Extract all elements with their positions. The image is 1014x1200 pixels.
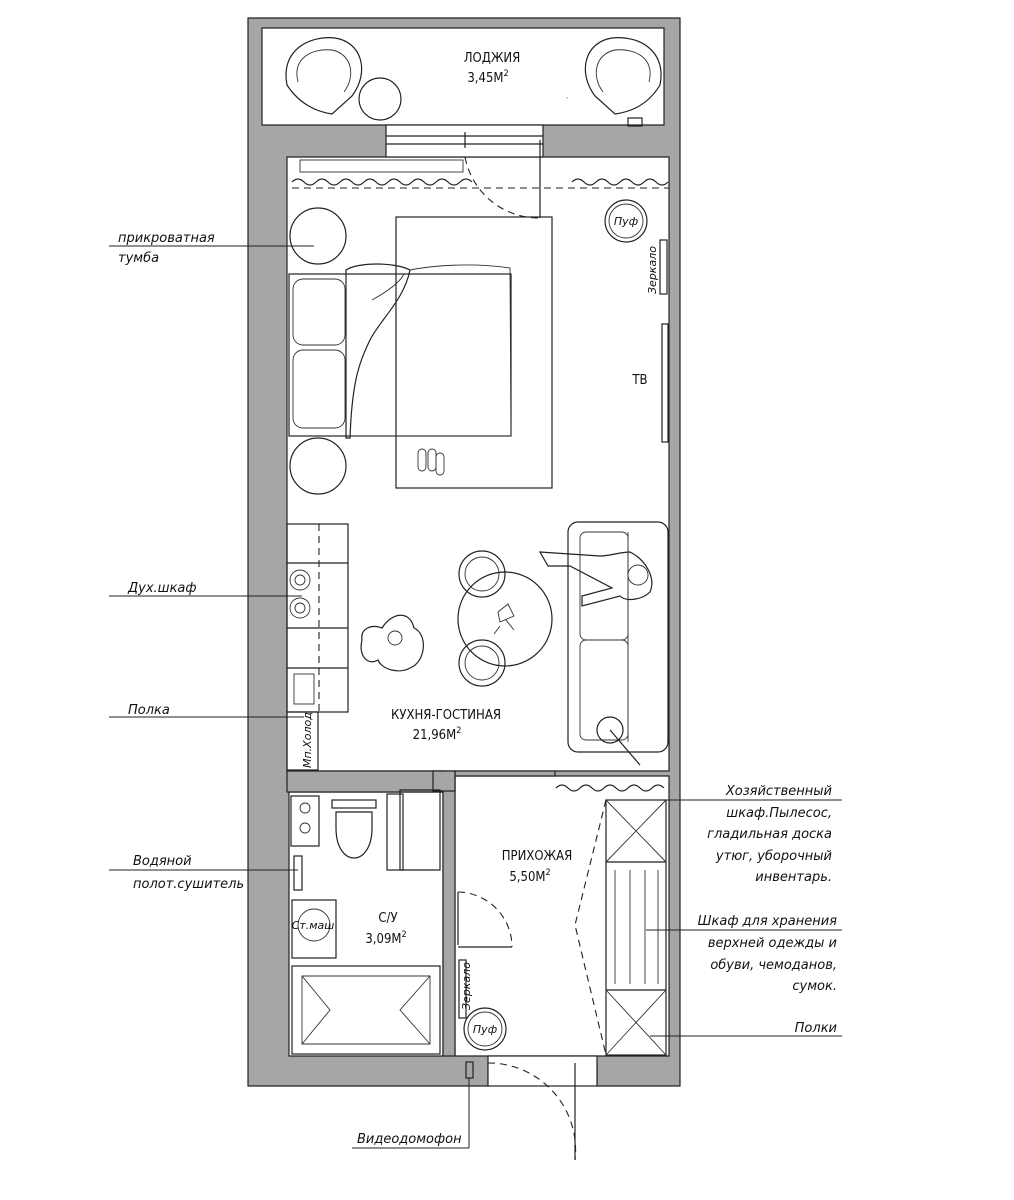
- svg-text:инвентарь.: инвентарь.: [755, 870, 832, 885]
- dining-set: [458, 551, 552, 686]
- partition-wall-bath-top: [287, 771, 443, 792]
- svg-text:Шкаф для хранения: Шкаф для хранения: [697, 914, 837, 929]
- kitchen-living-name: КУХНЯ-ГОСТИНАЯ: [391, 708, 501, 723]
- ottoman-bottom-label: Пуф: [472, 1023, 498, 1036]
- wardrobe: [606, 800, 666, 1055]
- hallway-curtain: [556, 785, 664, 791]
- slippers: [418, 449, 444, 475]
- fridge-label: Мп.Холод: [301, 712, 314, 768]
- svg-text:Хозяйственный: Хозяйственный: [725, 784, 832, 799]
- sofa: [568, 522, 668, 752]
- partition-wall: [443, 776, 455, 1056]
- curtain-right: [572, 179, 668, 185]
- svg-text:утюг, уборочный: утюг, уборочный: [715, 849, 832, 864]
- mirror-top: [660, 240, 667, 294]
- wardrobe-door-swing: [575, 800, 606, 1055]
- svg-text:шкаф.Пылесос,: шкаф.Пылесос,: [726, 806, 832, 821]
- svg-text:Водяной: Водяной: [133, 854, 192, 869]
- svg-text:Видеодомофон: Видеодомофон: [357, 1132, 462, 1147]
- side-table-left: [359, 78, 401, 120]
- svg-text:сумок.: сумок.: [792, 979, 837, 994]
- mirror-bottom-label: Зеркало: [460, 962, 473, 1010]
- svg-text:полот.сушитель: полот.сушитель: [133, 877, 245, 892]
- svg-text:обуви, чемоданов,: обуви, чемоданов,: [710, 958, 837, 973]
- person-sofa: [540, 552, 652, 606]
- armchair-right: [585, 38, 661, 114]
- tv-panel: [662, 324, 668, 442]
- curtain-left: [292, 179, 472, 185]
- bed: [289, 264, 511, 438]
- kitchen-counter: [287, 524, 348, 712]
- hallway-name: ПРИХОЖАЯ: [501, 849, 573, 864]
- hallway-area: $5,50М^2$: [509, 868, 551, 885]
- svg-text:прикроватная: прикроватная: [118, 231, 215, 246]
- partition-wall-corner: [433, 771, 455, 791]
- bath-door-swing: [458, 892, 512, 947]
- svg-text:тумба: тумба: [118, 251, 160, 266]
- rug: [396, 217, 552, 488]
- svg-text:гладильная доска: гладильная доска: [707, 827, 832, 842]
- nightstand-top: [290, 208, 346, 264]
- armchair-left: [286, 38, 362, 114]
- svg-text:Полки: Полки: [794, 1021, 837, 1036]
- loggia-area: $3,45М^2$: [467, 69, 509, 86]
- svg-text:Полка: Полка: [128, 703, 170, 718]
- ottoman-top-label: Пуф: [613, 215, 639, 228]
- nightstand-bottom: [290, 438, 346, 494]
- partition-wall-hall-top: [455, 771, 555, 776]
- entrance-door-opening: [488, 1056, 597, 1086]
- curtain-rod-left: [300, 160, 463, 172]
- tv-label: ТВ: [632, 373, 648, 388]
- bathroom-name: С/У: [378, 911, 398, 926]
- washer-label: Ст.маш: [291, 919, 335, 932]
- person-chef: [361, 615, 423, 671]
- bathroom-area: $3,09М^2$: [365, 930, 407, 947]
- mirror-top-label: Зеркало: [646, 246, 659, 294]
- svg-text:Дух.шкаф: Дух.шкаф: [128, 581, 197, 596]
- svg-text:верхней одежды и: верхней одежды и: [707, 936, 837, 951]
- kitchen-living-area: $21,96М^2$: [412, 726, 462, 743]
- loggia-name: ЛОДЖИЯ: [463, 51, 521, 66]
